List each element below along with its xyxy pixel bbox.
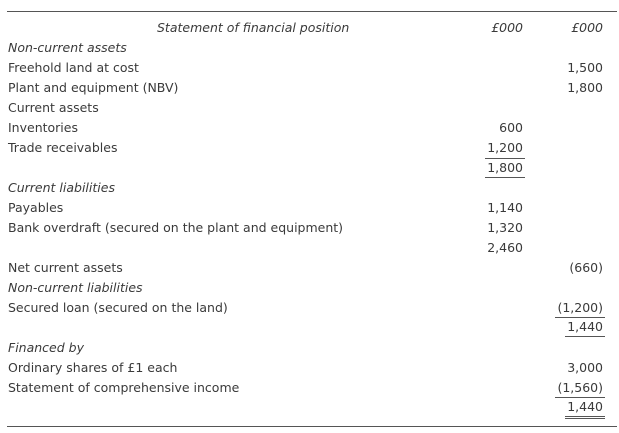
row-label: Ordinary shares of £1 each bbox=[8, 360, 178, 375]
row-label: Current liabilities bbox=[8, 180, 115, 195]
col1-header: £000 bbox=[491, 20, 523, 35]
row-current-assets bbox=[0, 98, 619, 118]
row-value-col1: 600 bbox=[499, 120, 523, 135]
col2-header: £000 bbox=[571, 20, 603, 35]
row-ordinary-shares bbox=[0, 358, 619, 378]
row-trade-receivables bbox=[0, 138, 619, 158]
row-value-col2: (1,200) bbox=[555, 298, 605, 318]
total-value: 1,440 bbox=[565, 318, 605, 337]
row-bank-overdraft bbox=[0, 218, 619, 238]
row-label: Non-current liabilities bbox=[8, 280, 143, 295]
subtotal-value: 2,460 bbox=[487, 240, 523, 255]
statement-title: Statement of financial position bbox=[157, 20, 350, 35]
row-financing-total bbox=[0, 398, 619, 418]
row-inventories bbox=[0, 118, 619, 138]
row-payables bbox=[0, 198, 619, 218]
row-freehold-land bbox=[0, 58, 619, 78]
row-net-assets-total bbox=[0, 318, 619, 338]
row-non-current-assets bbox=[0, 38, 619, 58]
row-value-col2: (660) bbox=[569, 260, 603, 275]
bottom-rule bbox=[7, 426, 617, 427]
row-value-col1: 1,200 bbox=[487, 140, 523, 155]
row-current-liabilities-total bbox=[0, 238, 619, 258]
row-label: Current assets bbox=[8, 100, 99, 115]
row-label: Net current assets bbox=[8, 260, 123, 275]
row-plant-equipment bbox=[0, 78, 619, 98]
row-current-assets-total bbox=[0, 158, 619, 178]
row-label: Secured loan (secured on the land) bbox=[8, 300, 228, 315]
row-secured-loan bbox=[0, 298, 619, 318]
total-value: 1,440 bbox=[565, 398, 605, 419]
row-label: Non-current assets bbox=[8, 40, 127, 55]
row-label: Statement of comprehensive income bbox=[8, 380, 240, 395]
row-label: Freehold land at cost bbox=[8, 60, 139, 75]
row-value-col2: 1,800 bbox=[567, 80, 603, 95]
row-comprehensive-income bbox=[0, 378, 619, 398]
row-value-col1: 1,320 bbox=[487, 220, 523, 235]
row-net-current-assets bbox=[0, 258, 619, 278]
row-label: Financed by bbox=[8, 340, 84, 355]
row-value-col1: 1,140 bbox=[487, 200, 523, 215]
row-label: Plant and equipment (NBV) bbox=[8, 80, 179, 95]
row-financed-by bbox=[0, 338, 619, 358]
row-value-col2: (1,560) bbox=[555, 378, 605, 398]
row-label: Trade receivables bbox=[8, 140, 118, 155]
row-label: Bank overdraft (secured on the plant and equipment) bbox=[8, 220, 344, 235]
top-rule bbox=[7, 11, 617, 12]
row-label: Payables bbox=[8, 200, 64, 215]
row-non-current-liabilities bbox=[0, 278, 619, 298]
row-value-col2: 3,000 bbox=[567, 360, 603, 375]
subtotal-value: 1,800 bbox=[485, 158, 525, 178]
row-value-col2: 1,500 bbox=[567, 60, 603, 75]
row-current-liabilities bbox=[0, 178, 619, 198]
row-label: Inventories bbox=[8, 120, 78, 135]
